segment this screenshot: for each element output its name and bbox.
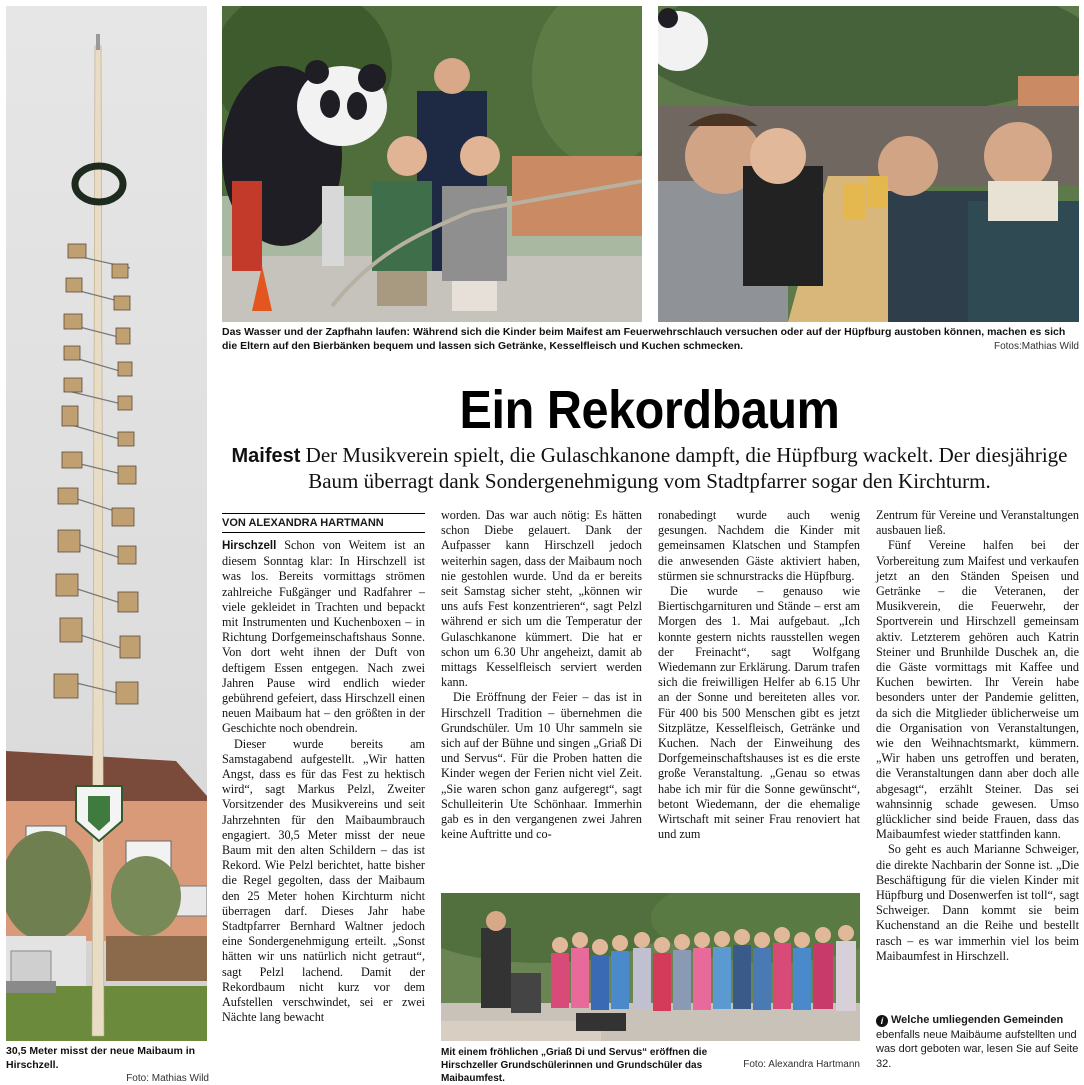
credit-maypole: Foto: Mathias Wild bbox=[126, 1072, 209, 1085]
caption-top-text: Das Wasser und der Zapfhahn laufen: Während sich die Kinder beim Maifest am Feuerwehrschlauch versuchen oder auf der Hüpfburg austoben können, machen es sich die Eltern auf den Bierbänken bequem und lassen sich Getränke, Kesselfleisch und Kuchen schmecken. bbox=[222, 326, 1065, 352]
caption-choir-text: Mit einem fröhlichen „Griaß Di und Servus“ eröffnen die Hirschzeller Grundschülerinnen und Grundschüler das Maibaumfest. bbox=[441, 1047, 707, 1084]
column-3 bbox=[658, 508, 860, 842]
photo-school-choir bbox=[441, 893, 860, 1041]
lead bbox=[222, 443, 1077, 494]
credit-top: Fotos:Mathias Wild bbox=[880, 341, 1079, 352]
paragraph: So geht es auch Marianne Schweiger, die direkte Nachbarin der Sonne ist. „Die Beschäftigung für die vielen Kinder mit Hüpfburg und Dosenwerfen ist toll“, sagt Schweiger. Dann kommt sie beim Kuchenstand an die Reihe und bestellt rasch – es war immerhin viel los beim Maibaumfest in Hirschzell. bbox=[876, 842, 1079, 964]
caption-maypole-text: 30,5 Meter misst der neue Maibaum in Hirschzell. bbox=[6, 1045, 195, 1071]
photo-beer-benches bbox=[658, 6, 1079, 322]
info-title: Welche umliegenden Gemeinden bbox=[891, 1014, 1063, 1026]
lead-text: Der Musikverein spielt, die Gulaschkanone dampft, die Hüpfburg wackelt. Der diesjährige Baum überragt dank Sondergenehmigung vom Stadtpfarrer sogar den Kirchturm. bbox=[306, 443, 1068, 493]
column-2 bbox=[441, 508, 642, 842]
info-icon: i bbox=[876, 1015, 888, 1027]
paragraph bbox=[222, 538, 425, 737]
dateline: Hirschzell bbox=[222, 540, 276, 552]
info-text: ebenfalls neue Maibäume aufstellten und was dort geboten war, lesen Sie auf Seite 32. bbox=[876, 1028, 1079, 1072]
headline: Ein Rekordbaum bbox=[265, 380, 1035, 440]
paragraph-text: Schon von Weitem ist an diesem Sonntag klar: In Hirschzell ist was los. Bereits vormittags strömen zahlreiche Fußgänger und Radfahrer – viele gekleidet in Trachten und bepackt mit Instrumenten und Kuchenboxen – in Richtung Dorfgemeinschaftshaus Sonne. Von dort weht ihnen der Duft von deftigem Essen entgegen. Nach zwei Jahren Pause wird endlich wieder gebührend gefeiert, dass Hirschzell einen neuen Maibaum hat – den größten in der Geschichte noch obendrein. bbox=[222, 538, 425, 735]
caption-choir bbox=[441, 1046, 736, 1085]
paragraph: Die wurde – genauso wie Biertischgarnituren und Stände – erst am Morgen des 1. Mai aufgebaut. „Ich konnte gestern nichts rausstellen wegen der Freinacht“, sagt Wolfgang Wiedemann zur Erklärung. Darum trafen sich die freiwilligen Helfer ab 6.15 Uhr an der Sonne und bereiteten alles vor. Für 400 bis 500 Menschen gibt es jetzt Sitzplätze, Kesselfleisch, Getränke und Kuchen. Nach der Einweihung des Dorfgemeinschaftshauses ist es die erste große Veranstaltung. „Genau so etwas habe ich mir für die Sonne gewünscht“, betont Wiedemann, der die ehemalige Wirtschaft mit seiner Frau renoviert hat und zum bbox=[658, 584, 860, 842]
paragraph: Zentrum für Vereine und Veranstaltungen ausbauen ließ. bbox=[876, 508, 1079, 538]
paragraph: Die Eröffnung der Feier – das ist in Hirschzell Tradition – übernehmen die Grundschüler. Um 10 Uhr sammeln sie sich auf der Bühne und singen „Griaß Di und Servus“. Für die Proben hatten die Kinder wegen der Ferien nicht viel Zeit. „Sie waren schon ganz aufgeregt“, sagt Schulleiterin Ute Schönhaar. Immerhin gab es in den vergangenen zwei Jahren keine Auftritte und co- bbox=[441, 690, 642, 842]
credit-choir: Foto: Alexandra Hartmann bbox=[700, 1059, 860, 1070]
info-box bbox=[876, 1013, 1079, 1071]
info-title-line bbox=[876, 1013, 1079, 1028]
column-4 bbox=[876, 508, 1079, 964]
photo-kids-firehose bbox=[222, 6, 642, 322]
caption-maypole bbox=[6, 1045, 209, 1085]
paragraph: ronabedingt wurde auch wenig gesungen. Nachdem die Kinder mit gemeinsamen Klatschen und Stampfen die anwesenden Gäste aktiviert haben, stürmen sie schnurstracks die Hüpfburg. bbox=[658, 508, 860, 584]
paragraph: Dieser wurde bereits am Samstagabend aufgestellt. „Wir hatten Angst, dass es für das Fest zu hektisch wird“, sagt Markus Pelzl, Zweiter Vorsitzender des Musikvereins und seit Jahrzehnten für den Maibaumbrauch engagiert. 30,5 Meter misst der neue Baum mit den alten Schildern – das ist Rekord. Wie Pelzl berichtet, hatte bisher die Regel gegolten, dass der Maibaum den 25 Meter hohen Kirchturm nicht überragen darf. Dieses Jahr habe Stadtpfarrer Bernhard Waltner jedoch eine Sondergenehmigung erteilt. „Sonst hätten wir uns natürlich nicht getraut“, sagt Pelzl lachend. Damit der Rekordbaum nicht kurz vor dem Aufstellen verschwindet, sei er zwei Nächte lang bewacht bbox=[222, 737, 425, 1026]
photo-maypole bbox=[6, 6, 207, 1041]
paragraph: Fünf Vereine halfen bei der Vorbereitung zum Maifest und verkaufen jetzt an den Ständen Speisen und Getränke – die Veteranen, der Musikverein, die Feuerwehr, der Sportverein und Hirschzell gemeinsam aktiv. Letzterem gehören auch Katrin Steiner und Brunhilde Duschek an, die die Gäste vormittags mit Kaffee und Kuchen bewirten. Ihr Verein habe besonders unter der Pandemie gelitten, da sich die Mitglieder üblicherweise um die Organisation von Veranstaltungen, wie den Weihnachtsmarkt, kümmern. „Wir haben uns getroffen und beraten, die Veranstaltungen dann aber doch alle abgesagt“, erzählt Steiner. Das sei wahnsinnig schade gewesen. Umso glücklicher sind beide Frauen, dass das Maibaumfest wieder stattfinden kann. bbox=[876, 538, 1079, 842]
byline: VON ALEXANDRA HARTMANN bbox=[222, 513, 425, 533]
column-1 bbox=[222, 538, 425, 1026]
paragraph: worden. Das war auch nötig: Es hätten schon Diebe gelauert. Dank der Aufpasser kann Hirschzell jedoch weiterhin sagen, dass der Maibaum noch nie gestohlen wurde. Und da er bereits seit Samstag sicher steht, „können wir uns aufs Fest konzentrieren“, sagt Pelzl während er sich um die Temperatur der Gulaschkanone kümmert. Die hat er schon um 6.30 Uhr angeheizt, damit ab mittags Kesselfleisch serviert werden kann. bbox=[441, 508, 642, 690]
lead-keyword: Maifest bbox=[232, 445, 301, 467]
